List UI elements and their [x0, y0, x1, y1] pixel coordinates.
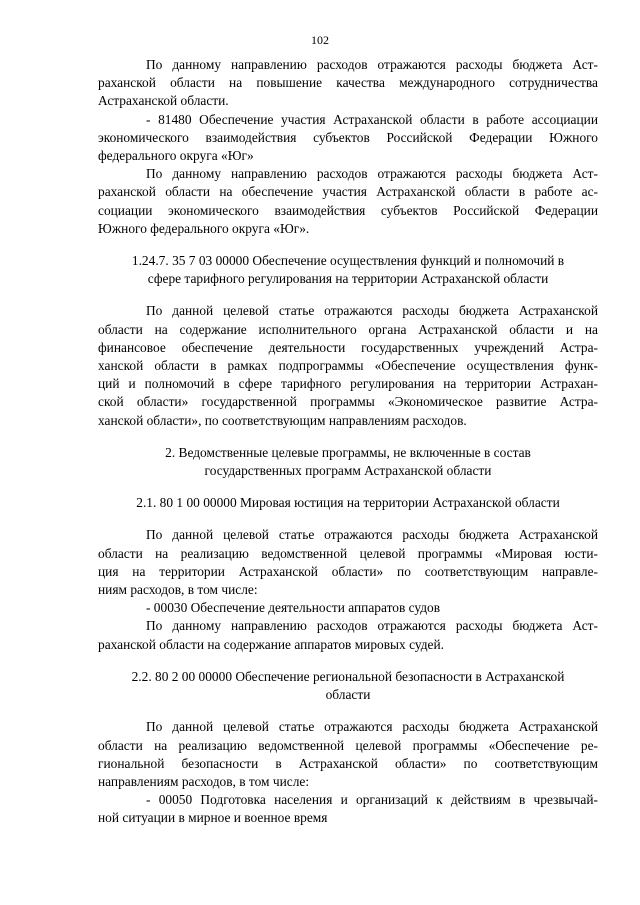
text-line: социации экономического взаимодействия субъектов Российской Федерации — [98, 202, 598, 218]
paragraph — [98, 111, 598, 166]
heading-line: государственных программ Астраханской области — [204, 463, 492, 479]
text-line: По данному направлению расходов отражаются расходы бюджета Аст- — [146, 618, 598, 634]
paragraph — [98, 302, 598, 429]
text-line: федерального округа «Юг» — [98, 148, 254, 164]
paragraph — [98, 56, 598, 111]
heading-line: сфере тарифного регулирования на территории Астраханской области — [147, 271, 549, 287]
section-heading — [98, 444, 598, 480]
text-line: раханской области на содержание аппаратов мировых судей. — [98, 636, 444, 652]
text-line: финансовое обеспечение деятельности государственных учреждений Астра- — [98, 339, 598, 355]
paragraph — [98, 718, 598, 791]
text-line: По данной целевой статье отражаются расходы бюджета Астраханской — [146, 527, 598, 543]
text-line: гиональной безопасности в Астраханской области» по соответствующим — [98, 755, 598, 771]
heading-line: 2.2. 80 2 00 00000 Обеспечение региональной безопасности в Астраханской — [131, 668, 565, 684]
paragraph — [98, 165, 598, 238]
text-line: направлениям расходов, в том числе: — [98, 773, 310, 789]
text-line: раханской области на повышение качества международного сотрудничества — [98, 75, 598, 91]
paragraph — [98, 791, 598, 827]
text-line: Астраханской области. — [98, 93, 229, 109]
text-line: - 00050 Подготовка населения и организаций к действиям в чрезвычай- — [146, 792, 598, 808]
text-line: области на реализацию ведомственной целевой программы «Мировая юсти- — [98, 545, 598, 561]
text-line: области на содержание исполнительного органа Астраханской области и на — [98, 321, 598, 337]
heading-line: 2.1. 80 1 00 00000 Мировая юстиция на территории Астраханской области — [136, 495, 560, 511]
section-heading — [98, 252, 598, 288]
text-line: ций и полномочий в сфере тарифного регулирования на территории Астрахан- — [98, 376, 598, 392]
text-line: ция на территории Астраханской области» по соответствующим направле- — [98, 563, 598, 579]
text-line: Южного федерального округа «Юг». — [98, 220, 310, 236]
text-line: ской области» государственной программы «Экономическое развитие Астра- — [98, 394, 598, 410]
text-line: По данной целевой статье отражаются расходы бюджета Астраханской — [146, 303, 598, 319]
text-line: ниям расходов, в том числе: — [98, 582, 258, 598]
heading-line: области — [325, 687, 371, 703]
text-line: ханской области в рамках подпрограммы «Обеспечение осуществления функ- — [98, 358, 598, 374]
text-line: По данному направлению расходов отражаются расходы бюджета Аст- — [146, 57, 598, 72]
text-line: ханской области», по соответствующим направлениям расходов. — [98, 412, 467, 428]
text-line: - 81480 Обеспечение участия Астраханской области в работе ассоциации — [146, 111, 598, 127]
paragraph — [98, 617, 598, 653]
section-heading — [98, 494, 598, 512]
text-line: ной ситуации в мирное и военное время — [98, 810, 328, 826]
text-line: - 00030 Обеспечение деятельности аппаратов судов — [146, 600, 441, 616]
text-line: По данной целевой статье отражаются расходы бюджета Астраханской — [146, 719, 598, 735]
text-line: По данному направлению расходов отражаются расходы бюджета Аст- — [146, 166, 598, 182]
section-heading — [98, 668, 598, 704]
text-line: раханской области на обеспечение участия Астраханской области в работе ас- — [98, 184, 598, 200]
text-line: области на реализацию ведомственной целевой программы «Обеспечение ре- — [98, 737, 598, 753]
document-body — [98, 56, 598, 828]
text-line: экономического взаимодействия субъектов Российской Федерации Южного — [98, 129, 598, 145]
paragraph — [98, 526, 598, 599]
heading-line: 2. Ведомственные целевые программы, не включенные в состав — [165, 444, 531, 460]
paragraph — [98, 599, 598, 617]
page-number: 102 — [311, 33, 329, 47]
heading-line: 1.24.7. 35 7 03 00000 Обеспечение осуществления функций и полномочий в — [131, 253, 565, 269]
